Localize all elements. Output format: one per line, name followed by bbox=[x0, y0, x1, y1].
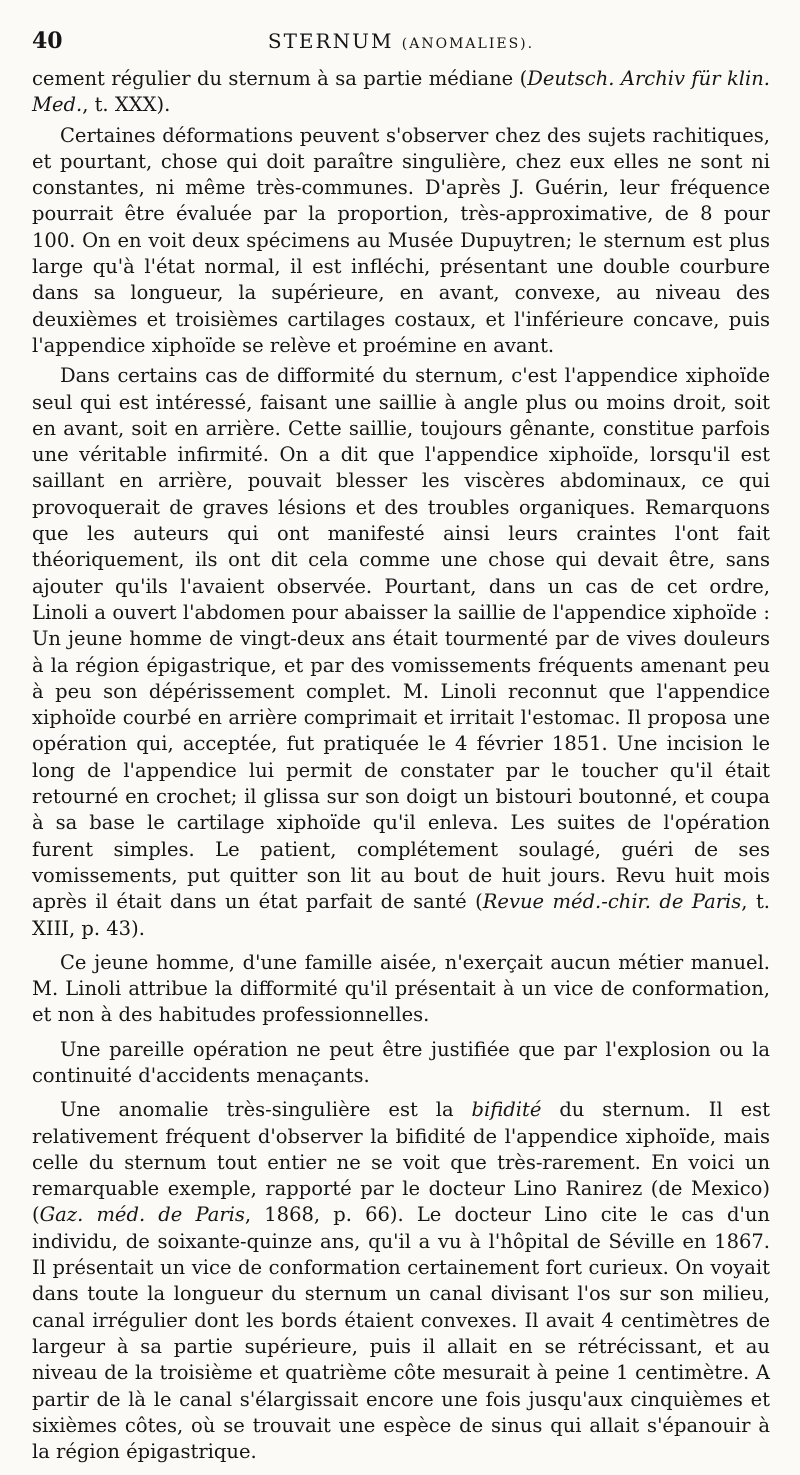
text-run: Certaines déformations peuvent s'observer chez des sujets rachitiques, et pourtant, chose qui doit paraître singulière, chez eux elles ne sont ni constantes, ni même très-communes. D'après J. Guérin, leur fréquence pourrait être évaluée par la proportion, très-approximative, de 8 pour 100. On en voit deux spécimens au Musée Dupuytren; le sternum est plus large qu'à l'état normal, il est infléchi, présentant une double courbure dans sa longueur, la supérieure, en avant, convexe, au niveau des deuxièmes et troisièmes cartilages costaux, et l'inférieure concave, puis l'appendice xiphoïde se relève et proémine en avant. bbox=[32, 123, 770, 357]
running-title bbox=[92, 29, 770, 53]
paragraph bbox=[32, 1037, 770, 1090]
citation-italic: Deutsch. Archiv für klin. Med. bbox=[32, 67, 770, 117]
text-run: , t. XIII, p. 43). bbox=[32, 890, 770, 940]
paragraph bbox=[32, 66, 770, 119]
citation-italic: Gaz. méd. de Paris bbox=[39, 1203, 245, 1227]
page-number: 40 bbox=[32, 28, 63, 54]
citation-italic: Revue méd.-chir. de Paris bbox=[482, 890, 742, 914]
body-text bbox=[32, 66, 770, 1465]
text-run: Ce jeune homme, d'une famille aisée, n'exerçait aucun métier manuel. M. Linoli attribue la difformité qu'il présentait à un vice de conformation, et non à des habitudes professionnelles. bbox=[32, 950, 770, 1027]
paragraph bbox=[32, 363, 770, 942]
paragraph bbox=[32, 1097, 770, 1465]
running-title-main: STERNUM bbox=[267, 29, 394, 53]
paragraph bbox=[32, 950, 770, 1029]
term-italic: bifidité bbox=[471, 1098, 542, 1122]
text-run: Dans certains cas de difformité du sternum, c'est l'appendice xiphoïde seul qui est intéressé, faisant une saillie à angle plus ou moins droit, soit en avant, soit en arrière. Cette saillie, toujours gênante, constitue parfois une véritable infirmité. On a dit que l'appendice xiphoïde, lorsqu'il est saillant en arrière, pouvait blesser les viscères abdominaux, ce qui provoquerait de graves lésions et des troubles organiques. Remarquons que les auteurs qui ont manifesté ainsi leurs craintes l'ont fait théoriquement, ils ont dit cela comme une chose qui devait être, sans ajouter qu'ils l'avaient observée. Pourtant, dans un cas de cet ordre, Linoli a ouvert l'abdomen pour abaisser la saillie de l'appendice xiphoïde : Un jeune homme de vingt-deux ans était tourmenté par de vives douleurs à la région épigastrique, et par des vomissements fréquents amenant peu à peu son dépérissement complet. M. Linoli reconnut que l'appendice xiphoïde courbé en arrière comprimait et irritait l'estomac. Il proposa une opération qui, acceptée, fut pratiquée le 4 février 1851. Une incision le long de l'appendice lui permit de constater par le toucher qu'il était retourné en crochet; il glissa sur son doigt un bistouri boutonné, et coupa à sa base le cartilage xiphoïde qu'il enleva. Les suites de l'opération furent simples. Le patient, complétement soulagé, guéri de ses vomissements, put quitter son lit au bout de huit jours. Revu huit mois après il était dans un état parfait de santé ( bbox=[32, 364, 770, 914]
text-run: Une anomalie très-singulière est la bbox=[60, 1098, 472, 1122]
running-title-subtitle: (ANOMALIES). bbox=[401, 36, 535, 52]
text-run: , t. XXX). bbox=[82, 93, 171, 117]
text-run: Une pareille opération ne peut être justifiée que par l'explosion ou la continuité d'accidents menaçants. bbox=[32, 1037, 770, 1087]
running-header bbox=[32, 28, 770, 62]
text-run: du sternum. Il est relativement fréquent d'observer la bifidité de l'appendice xiphoïde, mais celle du sternum tout entier ne se voit que très-rarement. En voici un remarquable exemple, rapporté par le docteur Lino Ranirez (de Mexico) ( bbox=[32, 1098, 771, 1227]
text-run: cement régulier du sternum à sa partie médiane ( bbox=[32, 67, 528, 90]
text-run: , 1868, p. 66). Le docteur Lino cite le cas d'un individu, de soixante-quinze ans, qu'il a vu à l'hôpital de Séville en 1867. Il présentait un vice de conformation certainement fort curieux. On voyait dans toute la longueur du sternum un canal divisant l'os sur son milieu, canal irrégulier dont les bords étaient convexes. Il avait 4 centimètres de largeur à sa partie supérieure, puis il allait en se rétrécissant, et au niveau de la troisième et quatrième côte mesurait à peine 1 centimètre. A partir de là le canal s'élargissait encore une fois jusqu'aux cinquièmes et sixièmes côtes, où se trouvait une espèce de sinus qui allait s'épanouir à la région épigastrique. bbox=[32, 1203, 770, 1464]
paragraph bbox=[32, 123, 770, 360]
